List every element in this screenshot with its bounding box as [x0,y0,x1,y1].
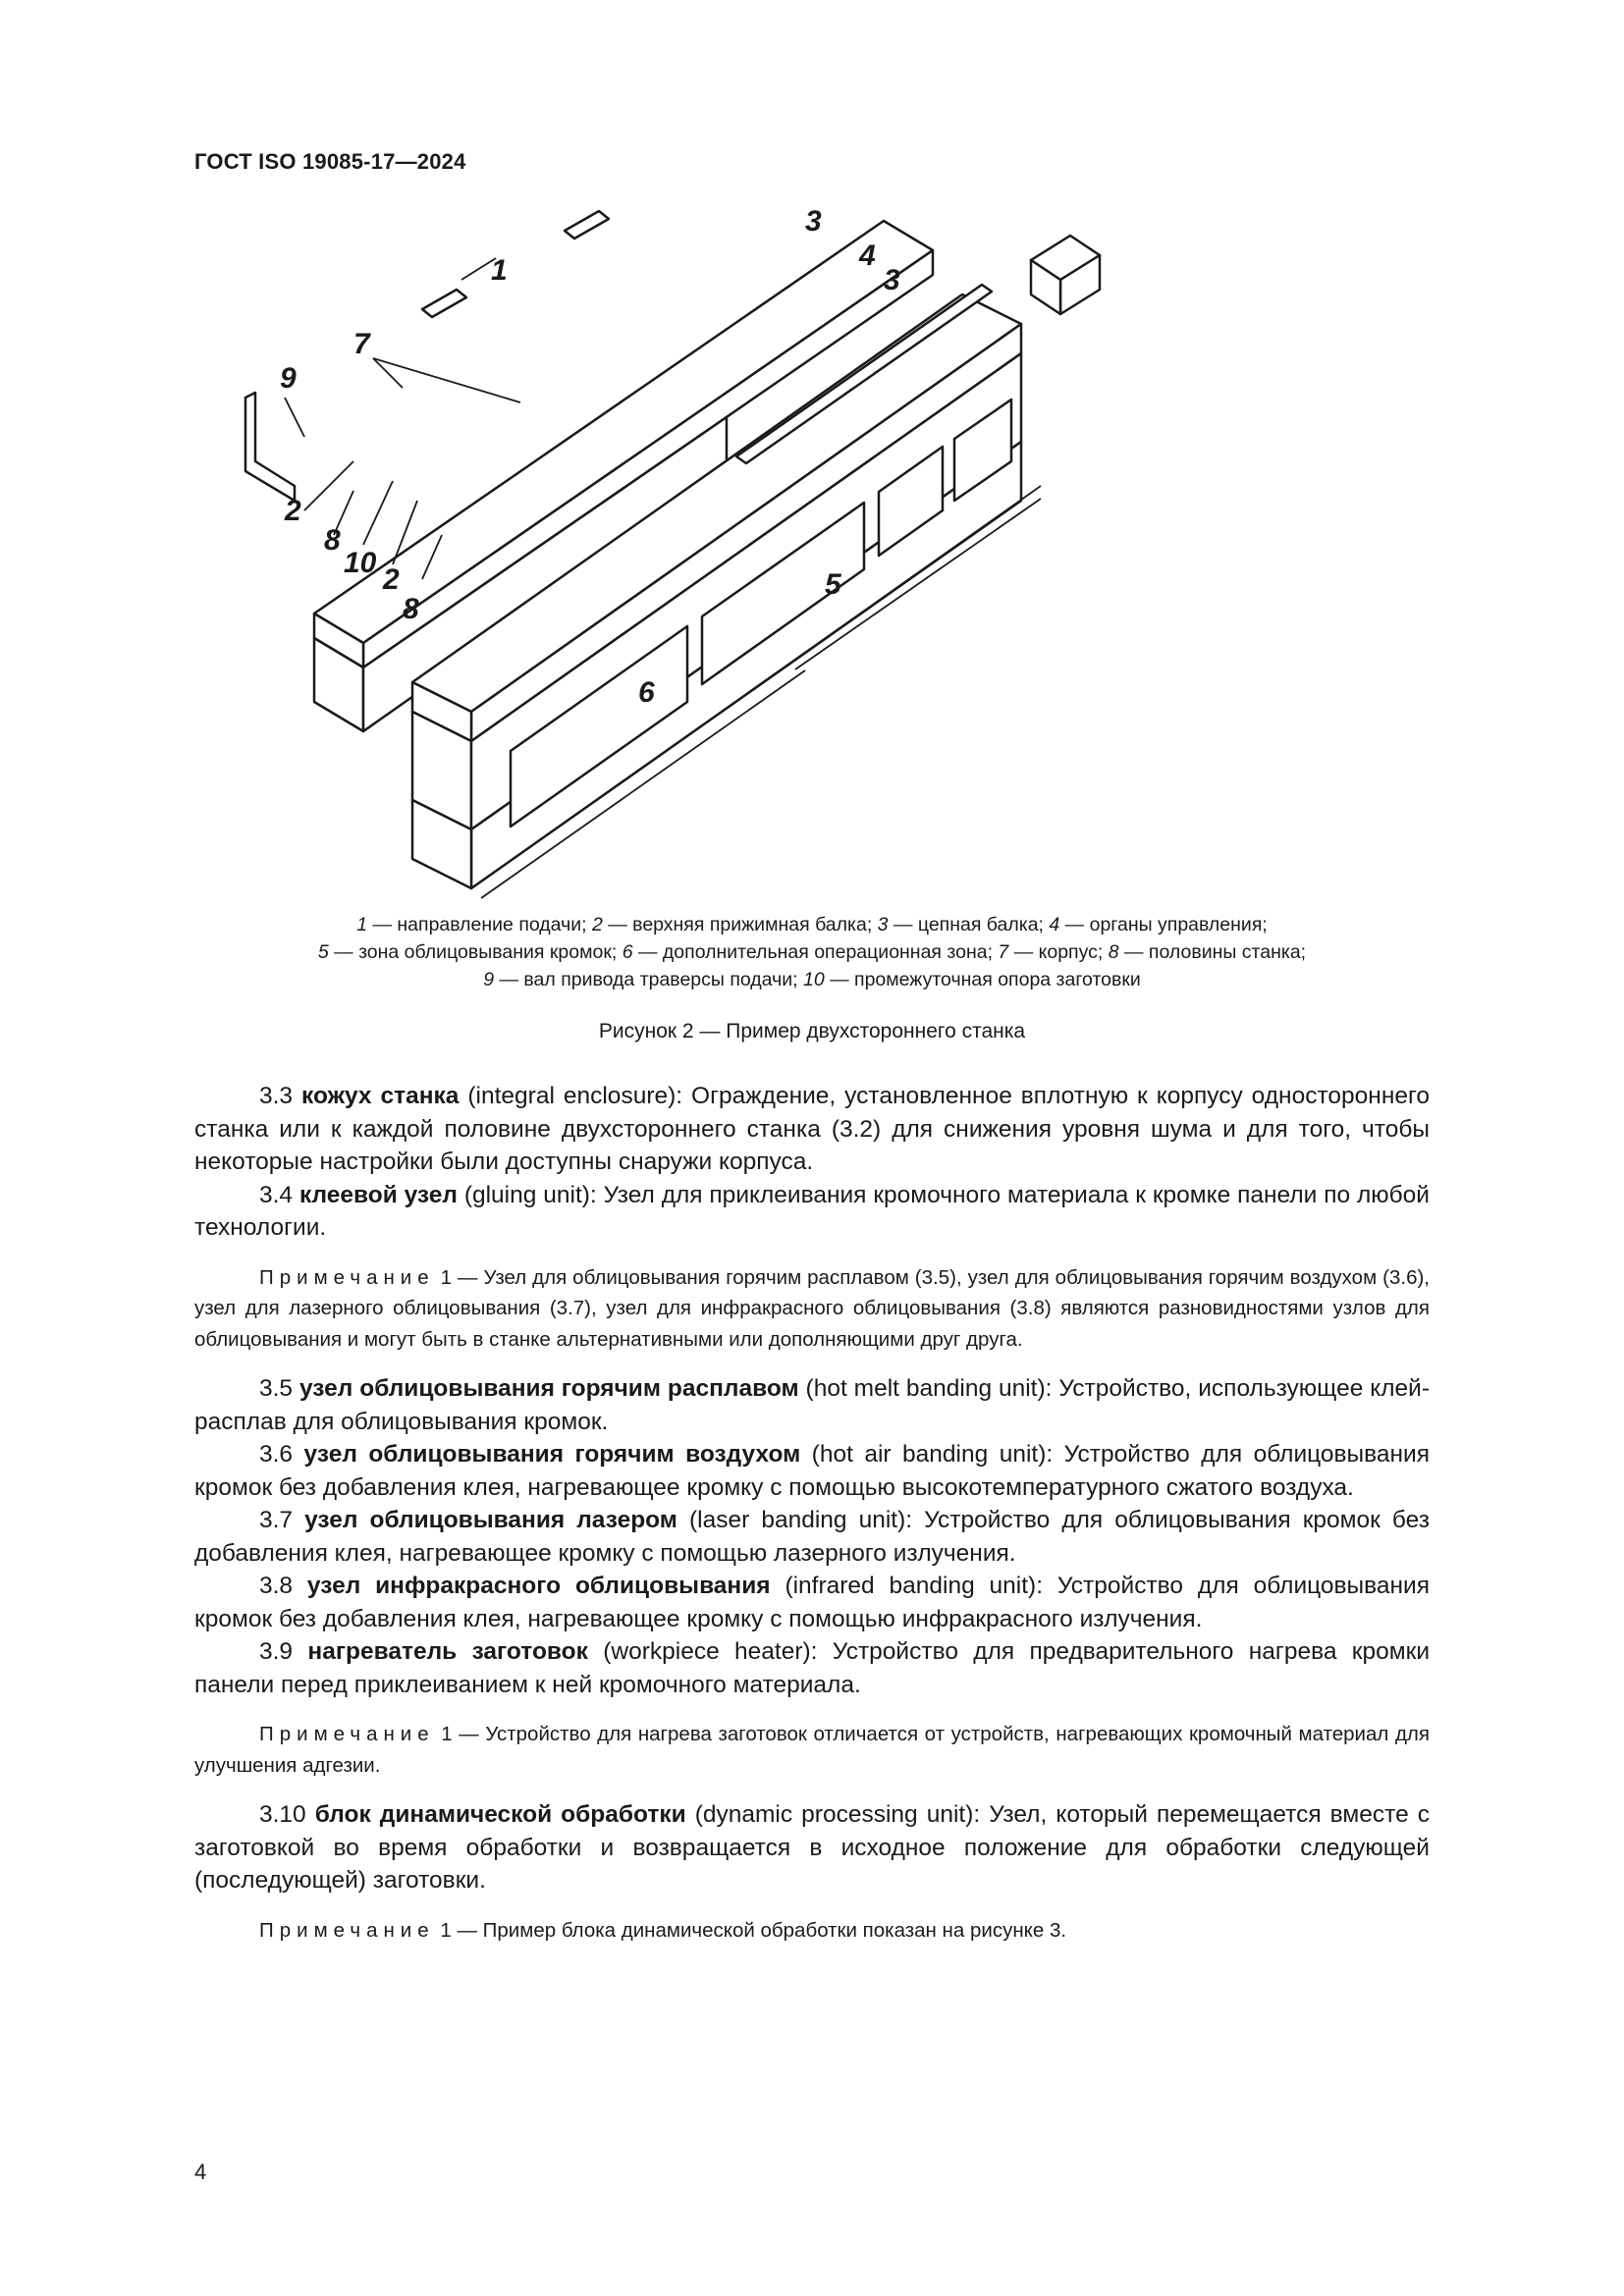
legend-num: 4 [1049,914,1060,935]
figure-caption: Рисунок 2 — Пример двухстороннего станка [598,1020,1026,1042]
legend-num: 6 [622,941,633,963]
definition: (workpiece heater): Устройство для предварительного нагрева кромки панели перед приклеиванием к ней кромочного материала. [194,1638,1431,1698]
callout-8b: 8 [403,593,419,625]
note-3-10 [194,1915,1430,1947]
handle-2 [565,211,609,239]
note-text: 1 — Узел для облицовывания горячим расплавом (3.5), узел для облицовывания горячим воздухом (3.6), узел для лазерного облицовывания (3.7), узел для инфракрасного облицовывания (3.8) являются разновидностями узлов для облицовывания и могут быть в станке альтернативными или дополняющими друг друга. [194,1265,1430,1351]
note-label: Примечание [259,1723,435,1745]
figure-legend [196,911,1428,993]
legend-line-2 [196,938,1428,966]
section-number: 3.4 [259,1181,294,1208]
callout-3b: 3 [884,264,900,296]
legend-line-1 [196,911,1428,938]
section-3-3 [194,1080,1430,1179]
legend-text: — направление подачи; [367,914,592,935]
machine-illustration [280,205,1335,898]
leader-9 [285,398,304,437]
section-3-8 [194,1570,1430,1635]
term: кожух станка [301,1083,460,1109]
legend-text: — дополнительная операционная зона; [632,941,999,963]
definition: (dynamic processing unit): Узел, который перемещается вместе с заготовкой во время обработки и возвращается в исходное положение для обработки следующей (последующей) заготовки. [194,1801,1430,1894]
legend-num: 9 [483,969,495,990]
callout-5: 5 [825,568,841,601]
section-number: 3.10 [259,1801,306,1828]
legend-text: — половины станка; [1118,941,1307,963]
legend-num: 7 [998,941,1009,963]
definition: (hot air banding unit): Устройство для облицовывания кромок без добавления клея, нагревающее кромку с помощью высокотемпературного сжатого воздуха. [194,1441,1430,1501]
legend-num: 10 [802,969,825,990]
handle-1 [422,290,466,317]
legend-line-3 [196,966,1428,993]
note-text: 1 — Пример блока динамической обработки показан на рисунке 3. [434,1918,1067,1942]
legend-text: — верхняя прижимная балка; [602,914,878,935]
callout-1: 1 [491,254,508,287]
note-3-4 [194,1262,1430,1356]
term: клеевой узел [298,1181,458,1208]
note-3-9 [194,1719,1430,1781]
callout-9: 9 [280,362,297,395]
legend-num: 1 [356,914,368,935]
section-number: 3.7 [259,1507,294,1533]
section-3-9 [194,1635,1430,1701]
section-number: 3.5 [259,1375,294,1402]
note-text: 1 — Устройство для нагрева заготовок отличается от устройств, нагревающих кромочный материал для улучшения адгезии. [194,1723,1430,1777]
definition: (gluing unit): Узел для приклеивания кромочного материала к кромке панели по любой технологии. [194,1181,1430,1241]
section-3-7 [194,1504,1430,1570]
term: узел инфракрасного облицовывания [306,1573,771,1599]
legend-num: 5 [317,941,329,963]
section-number: 3.3 [259,1083,294,1109]
section-number: 3.8 [259,1573,294,1599]
note-label: Примечание [259,1265,435,1289]
callout-6: 6 [638,676,655,709]
term: узел облицовывания лазером [304,1507,677,1533]
definition: (infrared banding unit): Устройство для облицовывания кромок без добавления клея, нагревающее кромку с помощью инфракрасного излучения. [194,1573,1430,1632]
legend-num: 3 [877,914,889,935]
legend-num: 8 [1108,941,1119,963]
callout-2b: 2 [383,563,400,596]
term: нагреватель заготовок [307,1638,588,1665]
document-header: ГОСТ ISO 19085-17—2024 [194,149,466,174]
legend-text: — органы управления; [1059,914,1268,935]
definition: (hot melt banding unit): Устройство, использующее клей-расплав для облицовывания кромок. [194,1375,1430,1435]
section-number: 3.9 [259,1638,294,1665]
legend-text: — вал привода траверсы подачи; [494,969,803,990]
feed-shaft-frame [245,393,295,501]
legend-num: 2 [591,914,603,935]
section-3-4 [194,1179,1430,1245]
callout-8a: 8 [324,524,341,557]
section-number: 3.6 [259,1441,294,1468]
legend-text: — корпус; [1008,941,1109,963]
term: блок динамической обработки [314,1801,686,1828]
definition: (integral enclosure): Ограждение, установленное вплотную к корпусу одностороннего станка или к каждой половине двухстороннего станка (3.2) для снижения уровня шума и для того, чтобы некоторые настройки были доступны снаружи корпуса. [194,1083,1431,1175]
definition: (laser banding unit): Устройство для облицовывания кромок без добавления клея, нагревающее кромку с помощью лазерного излучения. [194,1507,1430,1567]
leader-2a [304,461,353,510]
term: узел облицовывания горячим расплавом [298,1375,799,1402]
section-3-5 [194,1372,1430,1438]
callout-3a: 3 [805,205,822,238]
section-3-10 [194,1798,1430,1897]
section-3-6 [194,1438,1430,1504]
term: узел облицовывания горячим воздухом [303,1441,801,1468]
legend-text: — промежуточная опора заготовки [824,969,1141,990]
page-number: 4 [194,2160,207,2184]
document-body [194,1080,1430,1963]
legend-text: — зона облицовывания кромок; [328,941,623,963]
callout-2a: 2 [285,495,301,527]
note-label: Примечание [259,1918,435,1942]
callout-4: 4 [859,240,876,272]
callout-7: 7 [353,328,370,360]
leader-10 [363,481,393,545]
legend-text: — цепная балка; [888,914,1050,935]
figure-2-machine-drawing [280,205,1335,898]
callout-10: 10 [344,547,377,579]
